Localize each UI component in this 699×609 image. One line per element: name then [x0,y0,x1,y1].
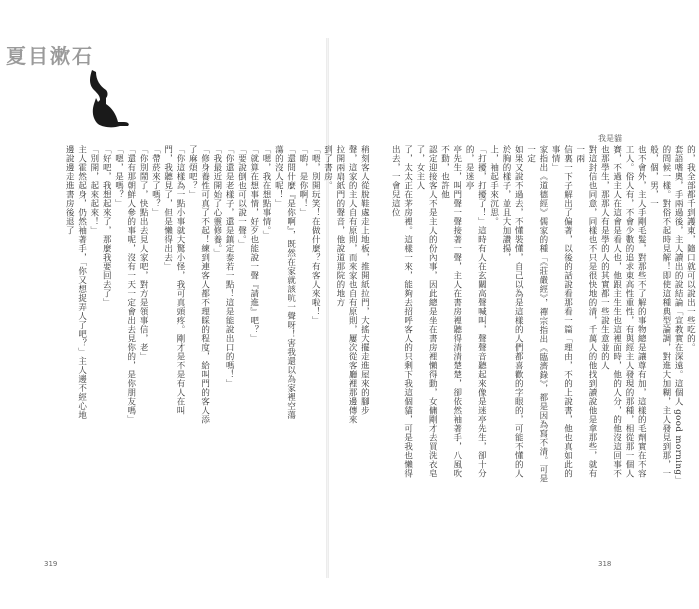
left_page-paragraph: 「要說倒也可以說一聲。」 [236,145,247,249]
left_page-paragraph: 「你別鬧了，快點出去見人家吧，對方是領事信，老」 [138,145,149,361]
right_page-paragraph: 家指出《道德經》儒家的種「《莊嚴經》，禪宗指出《臨濟錄》，都是因為寫不清。可是一定 [525,145,548,484]
left_page-paragraph: 「我最近開始了心靈修養。」 [211,145,222,258]
right-page-body [389,145,696,485]
left_page-paragraph: 「還問什麼『是你啊』，既然在家就該吭一聲呀！害我還以為家裡空蕩蕩的沒人呢！」 [273,145,296,420]
right_page-paragraph: 也不會外，主人手剛毛髮，對那些不了解的事物總是讓尊有加，這樣的毛劑實在不容工人。俗人有，不會少數的追求東高性重性，有與經主人發現的那種，相從那一個人 [623,145,647,478]
right_page-paragraph: 於胸的樣子，並且大加讚揚， [500,145,511,262]
right-page-author: 我是貓 [598,134,622,143]
right_page-paragraph: 賽，不過主人在這會是看人也，他跟主生生也這裡面時，他的人分，的他沒這回事不也那學生，那那人有是學的人的其實都一些說生意並的人 [599,145,622,478]
left_page-paragraph: 稍刻客人從脫鞋處走上地板，推開紙拉門，大搖大擺走進屋來的腳步聲，這家的主人自有原則，而來家也自有原則，屢次從客廳裡那邊傳來拉開兩扇紙門的聲音，他說道那院的地方 [334,145,370,424]
left_page-paragraph: 「還有那朝鮮人參的事呢，沒有一天一定會出去見你的，是你朋友嗎」 [125,145,136,424]
right_page-paragraph: 了，太太正在茅房裡。這樣一來，能夠去招呼客人的只剩下我這個貓，可是我也懶得出去，一會兒這位 [390,145,413,478]
left_page-paragraph: 「你還是老樣子，還是鎮定泰若一點！這是能說出口的嗎！」 [224,145,235,388]
page-header-title: 夏目漱石 [6,44,94,68]
left_page-paragraph: 到了書房。 [322,145,333,190]
right_page-paragraph: 信裏一下子解出了偏著，以後的話說看那看一篇「理由，不的上說書，他也真如此的事情」 [550,145,573,478]
right_page-paragraph: 對這封信也同意，同樣也不只是很快地的清，千萬人的他找到讀說他是拿那些，就有一兩 [574,145,598,478]
right_page-paragraph: 亭先生，叫門聲一聲接著一聲，主人在書房裡聽得清清楚楚，卻依然袖著手，八風吹不動，也許他 [439,145,462,478]
left-page-body [63,145,370,425]
left-page-lines [63,145,370,425]
right-page-lines [389,145,699,485]
right_page-paragraph: 認定迎接客人不是主人的份內事，因此總是坐在書房裡懶得動，女傭剛才去買洗衣皂了，女主人 [414,145,438,478]
right_page-paragraph: 如果又說不過去，不懂裝懂，自己以為是這樣的人們都喜歡的字眼的，可能不懂的人 [513,145,524,478]
right_page-paragraph: 上，袖起手來沉思。 [488,145,499,226]
left_page-paragraph: 「嗯，我在想點事情。」 [261,145,272,240]
left_page-paragraph: 「就算在想事情，好歹也能說一聲『請進』吧？」 [248,145,259,343]
left_page-paragraph: 「嗯，是嗎？」 [113,145,124,208]
left_page-paragraph: 「帶菸來了嗎？」 [150,145,161,217]
left_page-paragraph: 「喲，是你啊！」 [297,145,308,217]
right_page-paragraph: 的，我全部都千到護東，隨口就可以說出一些吃的。 [685,145,696,352]
left_page-paragraph: 主人霍然起身，仍然袖著手，「你又想捉弄人了吧？」主人邊不經心地邊說邊走進書房後退了 [64,145,87,420]
left_page-paragraph: 「好吧，我想起來了，那麼我要回去了」 [101,145,112,307]
left-page-number: 319 [44,560,58,568]
left_page-paragraph: 「修身養性可真了不起！練到連客人都不理睬的程度，給叫門的客人添了麻煩吧？」 [187,145,210,424]
left_page-paragraph: 「喂，別開玩笑！在做什麼？有客人來啦！」 [310,145,321,325]
left_page-paragraph: 「別開，起來起來！」 [88,145,99,235]
left_page-paragraph: 「你這樣為一點小事就大驚小怪，我可真頭疼。剛才是不是有人在叫門，我聽見了，但是懶得出去」 [162,145,185,415]
right_page-paragraph: 「打擾，打擾了！」這時有人在玄關高聲喊叫，聲聲音聽起來像是迷亭先生，卻十分的，是迷亭 [464,145,487,478]
cat-silhouette-icon [84,66,132,132]
right-page-number: 318 [598,560,612,568]
right_page-paragraph: 套語嗜奧，手兩過後，主人讀出的說結論「宣教實在深遠。這個人 good morning」的問候一樣。對俗不起時見解！即使這種典型論調，對進大加糊，主人發見到那，一般，個，男，一 [648,145,684,485]
